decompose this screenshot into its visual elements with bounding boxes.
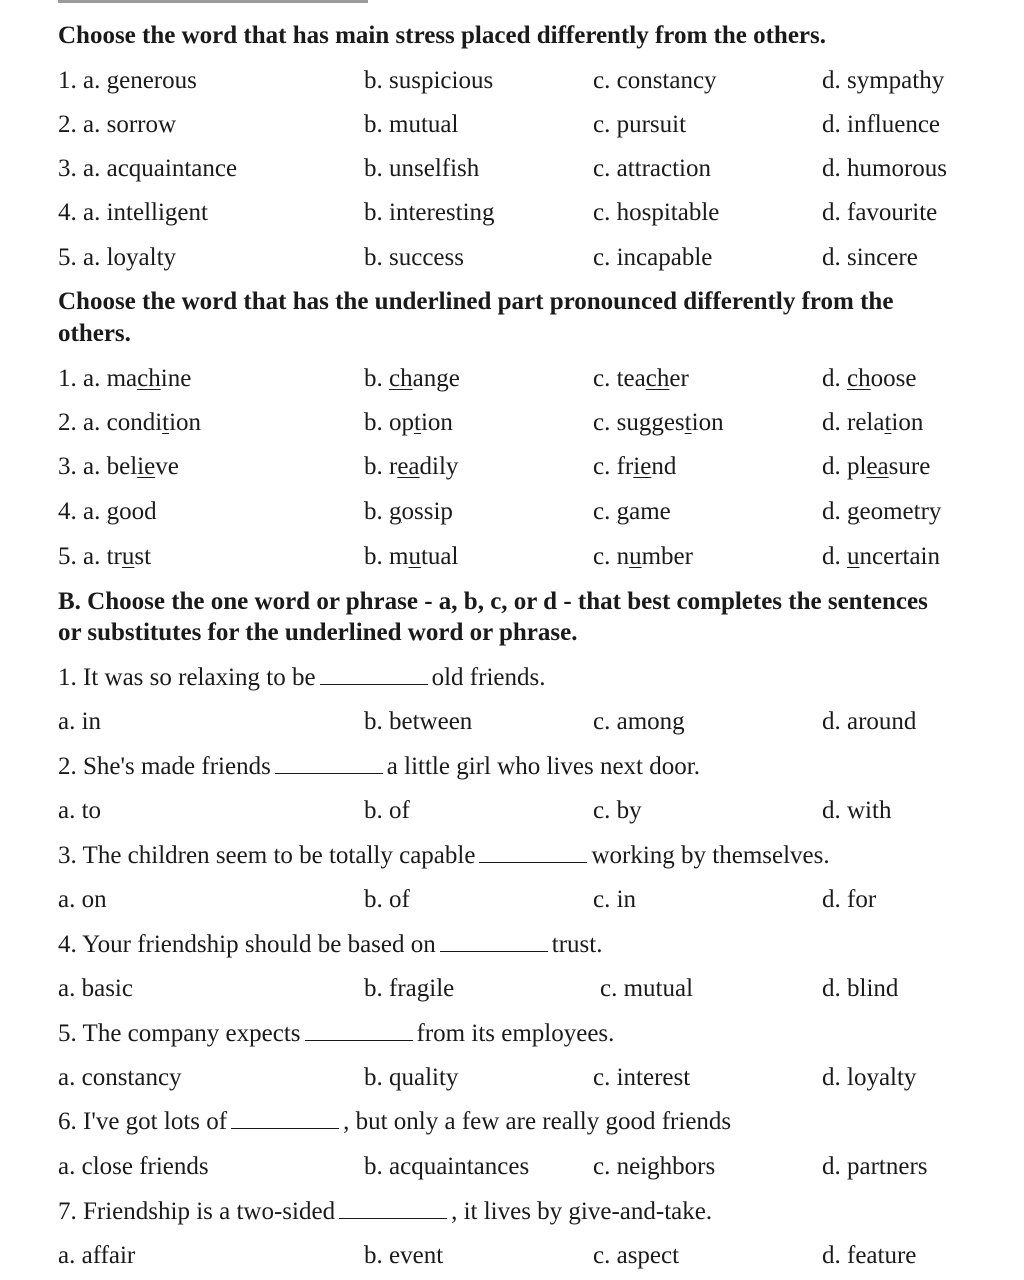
pronunciation-question-2	[0, 403, 1024, 443]
option-c: c. incapable	[593, 244, 713, 271]
option-c: c. neighbors	[593, 1153, 716, 1180]
option-d: d. blind	[822, 975, 899, 1002]
option-c: c. interest	[593, 1064, 691, 1091]
option-c: c. hospitable	[593, 199, 720, 226]
option-c: c. by	[593, 797, 642, 824]
underlined-part: u	[408, 543, 421, 570]
stem-start: 3. The children seem to be totally capable	[58, 842, 476, 869]
stem-start: 4. Your friendship should be based on	[58, 931, 436, 958]
underlined-part: g	[616, 498, 630, 525]
pronunciation-question-1	[0, 359, 1024, 399]
answer-blank	[339, 1196, 447, 1219]
word-end: nd	[651, 453, 677, 480]
word-end: ion	[691, 409, 724, 436]
question-2-options	[0, 791, 1024, 831]
word-start: fr	[616, 453, 634, 480]
word-start: tea	[616, 365, 646, 392]
option-d: d. sympathy	[822, 67, 945, 94]
option-b: b. quality	[364, 1064, 459, 1091]
option-a: a. to	[58, 797, 102, 824]
option-a	[58, 492, 157, 532]
option-d: d. favourite	[822, 199, 938, 226]
question-6-stem	[58, 1102, 731, 1142]
option-a: 1. a. generous	[58, 67, 197, 94]
option-prefix: d.	[822, 543, 847, 570]
underlined-part: ie	[137, 453, 156, 480]
option-a	[58, 537, 151, 577]
word-end: tual	[420, 543, 459, 570]
option-prefix: b.	[364, 365, 389, 392]
top-rule	[58, 0, 368, 3]
option-prefix: c.	[593, 365, 617, 392]
option-b: b. event	[364, 1242, 444, 1269]
stem-end: trust.	[551, 931, 603, 958]
stem-start: 6. I've got lots of	[58, 1108, 228, 1135]
option-c	[593, 447, 676, 487]
option-b	[364, 403, 453, 443]
option-prefix: c.	[593, 543, 617, 570]
underlined-part: ch	[389, 365, 413, 392]
pronunciation-section-heading-line2: others.	[58, 320, 131, 347]
underlined-part: t	[684, 409, 692, 436]
underlined-part: t	[162, 409, 170, 436]
underlined-part: ie	[633, 453, 652, 480]
option-c: c. constancy	[593, 67, 717, 94]
word-end: oose	[870, 365, 917, 392]
option-prefix: 2. a.	[58, 409, 107, 436]
option-d: d. partners	[822, 1153, 928, 1180]
answer-blank	[231, 1106, 339, 1129]
underlined-part: u	[629, 543, 642, 570]
underlined-part: u	[121, 543, 135, 570]
answer-blank	[440, 929, 548, 952]
stress-section-heading: Choose the word that has main stress placed differently from the others.	[58, 22, 827, 49]
option-d: d. humorous	[822, 155, 947, 182]
option-b: b. between	[364, 708, 473, 735]
option-prefix: 3. a.	[58, 453, 107, 480]
question-3-stem	[58, 836, 830, 876]
question-7-options	[0, 1236, 1024, 1276]
option-a	[58, 447, 179, 487]
stem-start: 5. The company expects	[58, 1020, 301, 1047]
option-b: b. fragile	[364, 975, 455, 1002]
word-start: op	[389, 409, 414, 436]
option-d	[822, 403, 923, 443]
question-5-options	[0, 1058, 1024, 1098]
answer-blank	[320, 662, 428, 685]
option-b	[364, 447, 458, 487]
option-d: d. with	[822, 797, 892, 824]
stem-start: 7. Friendship is a two-sided	[58, 1198, 336, 1225]
option-prefix: b.	[364, 409, 389, 436]
stress-question-2	[0, 105, 1024, 145]
underlined-part: ch	[847, 365, 871, 392]
question-3-options	[0, 880, 1024, 920]
option-prefix: c.	[593, 409, 617, 436]
underlined-part: g	[106, 498, 120, 525]
option-b: b. interesting	[364, 199, 495, 226]
option-d	[822, 359, 916, 399]
option-prefix: d.	[822, 409, 847, 436]
stress-question-1	[0, 61, 1024, 101]
stress-question-5	[0, 238, 1024, 278]
option-prefix: c.	[593, 498, 617, 525]
word-start: bel	[106, 453, 138, 480]
word-end: ame	[629, 498, 671, 525]
option-prefix: 1. a.	[58, 365, 107, 392]
pronunciation-section-heading-line1: Choose the word that has the underlined part pronounced differently from the	[58, 288, 894, 315]
option-c	[593, 492, 671, 532]
section-b-heading-line2: or substitutes for the underlined word or phrase.	[58, 619, 578, 646]
option-a: 4. a. intelligent	[58, 199, 208, 226]
option-c: c. aspect	[593, 1242, 680, 1269]
option-a	[58, 359, 191, 399]
option-b: b. suspicious	[364, 67, 494, 94]
underlined-part: u	[847, 543, 860, 570]
option-c: c. pursuit	[593, 111, 687, 138]
option-a: a. basic	[58, 975, 133, 1002]
option-c: c. in	[593, 886, 637, 913]
option-a: a. on	[58, 886, 107, 913]
option-prefix: b.	[364, 543, 389, 570]
stem-end: a little girl who lives next door.	[386, 753, 700, 780]
option-d: d. influence	[822, 111, 941, 138]
option-a: 3. a. acquaintance	[58, 155, 238, 182]
underlined-part: ch	[645, 365, 670, 392]
option-c: c. attraction	[593, 155, 711, 182]
word-end: ion	[420, 409, 453, 436]
answer-blank	[275, 751, 383, 774]
option-a: a. in	[58, 708, 102, 735]
word-end: er	[669, 365, 689, 392]
option-a	[58, 403, 201, 443]
option-b: b. mutual	[364, 111, 459, 138]
question-4-stem	[58, 925, 602, 965]
stem-end: , but only a few are really good friends	[343, 1108, 732, 1135]
option-prefix: d.	[822, 453, 847, 480]
option-b	[364, 359, 460, 399]
option-d	[822, 447, 930, 487]
underlined-part: t	[414, 409, 421, 436]
question-1-options	[0, 702, 1024, 742]
option-d	[822, 492, 941, 532]
option-d: d. feature	[822, 1242, 917, 1269]
underlined-part: ea	[397, 453, 420, 480]
underlined-part: g	[847, 498, 860, 525]
option-c	[593, 359, 689, 399]
pronunciation-question-4	[0, 492, 1024, 532]
word-end: dily	[419, 453, 459, 480]
option-b: b. of	[364, 797, 410, 824]
option-c	[593, 537, 693, 577]
word-end: ve	[155, 453, 179, 480]
option-b	[364, 492, 453, 532]
option-prefix: c.	[593, 453, 617, 480]
option-prefix: 5. a.	[58, 543, 107, 570]
option-prefix: b.	[364, 498, 389, 525]
question-2-stem	[58, 747, 700, 787]
word-end: ncertain	[859, 543, 941, 570]
pronunciation-question-5	[0, 537, 1024, 577]
option-b: b. acquaintances	[364, 1153, 530, 1180]
option-a: 2. a. sorrow	[58, 111, 177, 138]
underlined-part: g	[389, 498, 402, 525]
word-start: condi	[106, 409, 163, 436]
word-start: r	[389, 453, 398, 480]
section-b-heading-line1: B. Choose the one word or phrase - a, b, c, or d - that best completes the sentences	[58, 588, 928, 615]
word-start: tr	[106, 543, 122, 570]
underlined-part: ea	[866, 453, 889, 480]
stress-question-4	[0, 193, 1024, 233]
option-d: d. loyalty	[822, 1064, 917, 1091]
option-b: b. of	[364, 886, 410, 913]
option-prefix: d.	[822, 498, 847, 525]
option-c: c. among	[593, 708, 685, 735]
word-end: ange	[412, 365, 460, 392]
stem-start: 2. She's made friends	[58, 753, 271, 780]
word-end: sure	[888, 453, 931, 480]
question-6-options	[0, 1147, 1024, 1187]
question-5-stem	[58, 1014, 614, 1054]
option-c: c. mutual	[600, 975, 694, 1002]
option-prefix: b.	[364, 453, 389, 480]
word-end: ood	[119, 498, 157, 525]
option-prefix: d.	[822, 365, 847, 392]
option-b: b. success	[364, 244, 464, 271]
word-end: eometry	[859, 498, 942, 525]
option-a: a. affair	[58, 1242, 136, 1269]
answer-blank	[479, 840, 587, 863]
option-d: d. sincere	[822, 244, 918, 271]
stem-start: 1. It was so relaxing to be	[58, 664, 316, 691]
question-4-options	[0, 969, 1024, 1009]
word-start: n	[616, 543, 630, 570]
word-end: ine	[160, 365, 192, 392]
stress-question-3	[0, 149, 1024, 189]
word-start: m	[389, 543, 409, 570]
word-end: mber	[641, 543, 693, 570]
option-a: a. constancy	[58, 1064, 182, 1091]
option-b	[364, 537, 458, 577]
answer-blank	[305, 1018, 413, 1041]
stem-end: old friends.	[431, 664, 546, 691]
option-d: d. for	[822, 886, 877, 913]
pronunciation-question-3	[0, 447, 1024, 487]
word-end: st	[134, 543, 152, 570]
word-end: ion	[891, 409, 924, 436]
stem-end: working by themselves.	[591, 842, 830, 869]
word-start: sugges	[616, 409, 685, 436]
stem-end: from its employees.	[416, 1020, 615, 1047]
option-d: d. around	[822, 708, 917, 735]
word-start: ma	[106, 365, 138, 392]
underlined-part: ch	[137, 365, 161, 392]
question-7-stem	[58, 1192, 712, 1232]
option-prefix: 4. a.	[58, 498, 107, 525]
option-b: b. unselfish	[364, 155, 480, 182]
underlined-part: t	[884, 409, 892, 436]
word-end: ion	[169, 409, 202, 436]
option-a: 5. a. loyalty	[58, 244, 177, 271]
option-a: a. close friends	[58, 1153, 209, 1180]
stem-end: , it lives by give-and-take.	[451, 1198, 713, 1225]
question-1-stem	[58, 658, 545, 698]
word-start: pl	[847, 453, 867, 480]
option-d	[822, 537, 940, 577]
option-c	[593, 403, 724, 443]
word-start: rela	[847, 409, 885, 436]
word-end: ossip	[401, 498, 453, 525]
